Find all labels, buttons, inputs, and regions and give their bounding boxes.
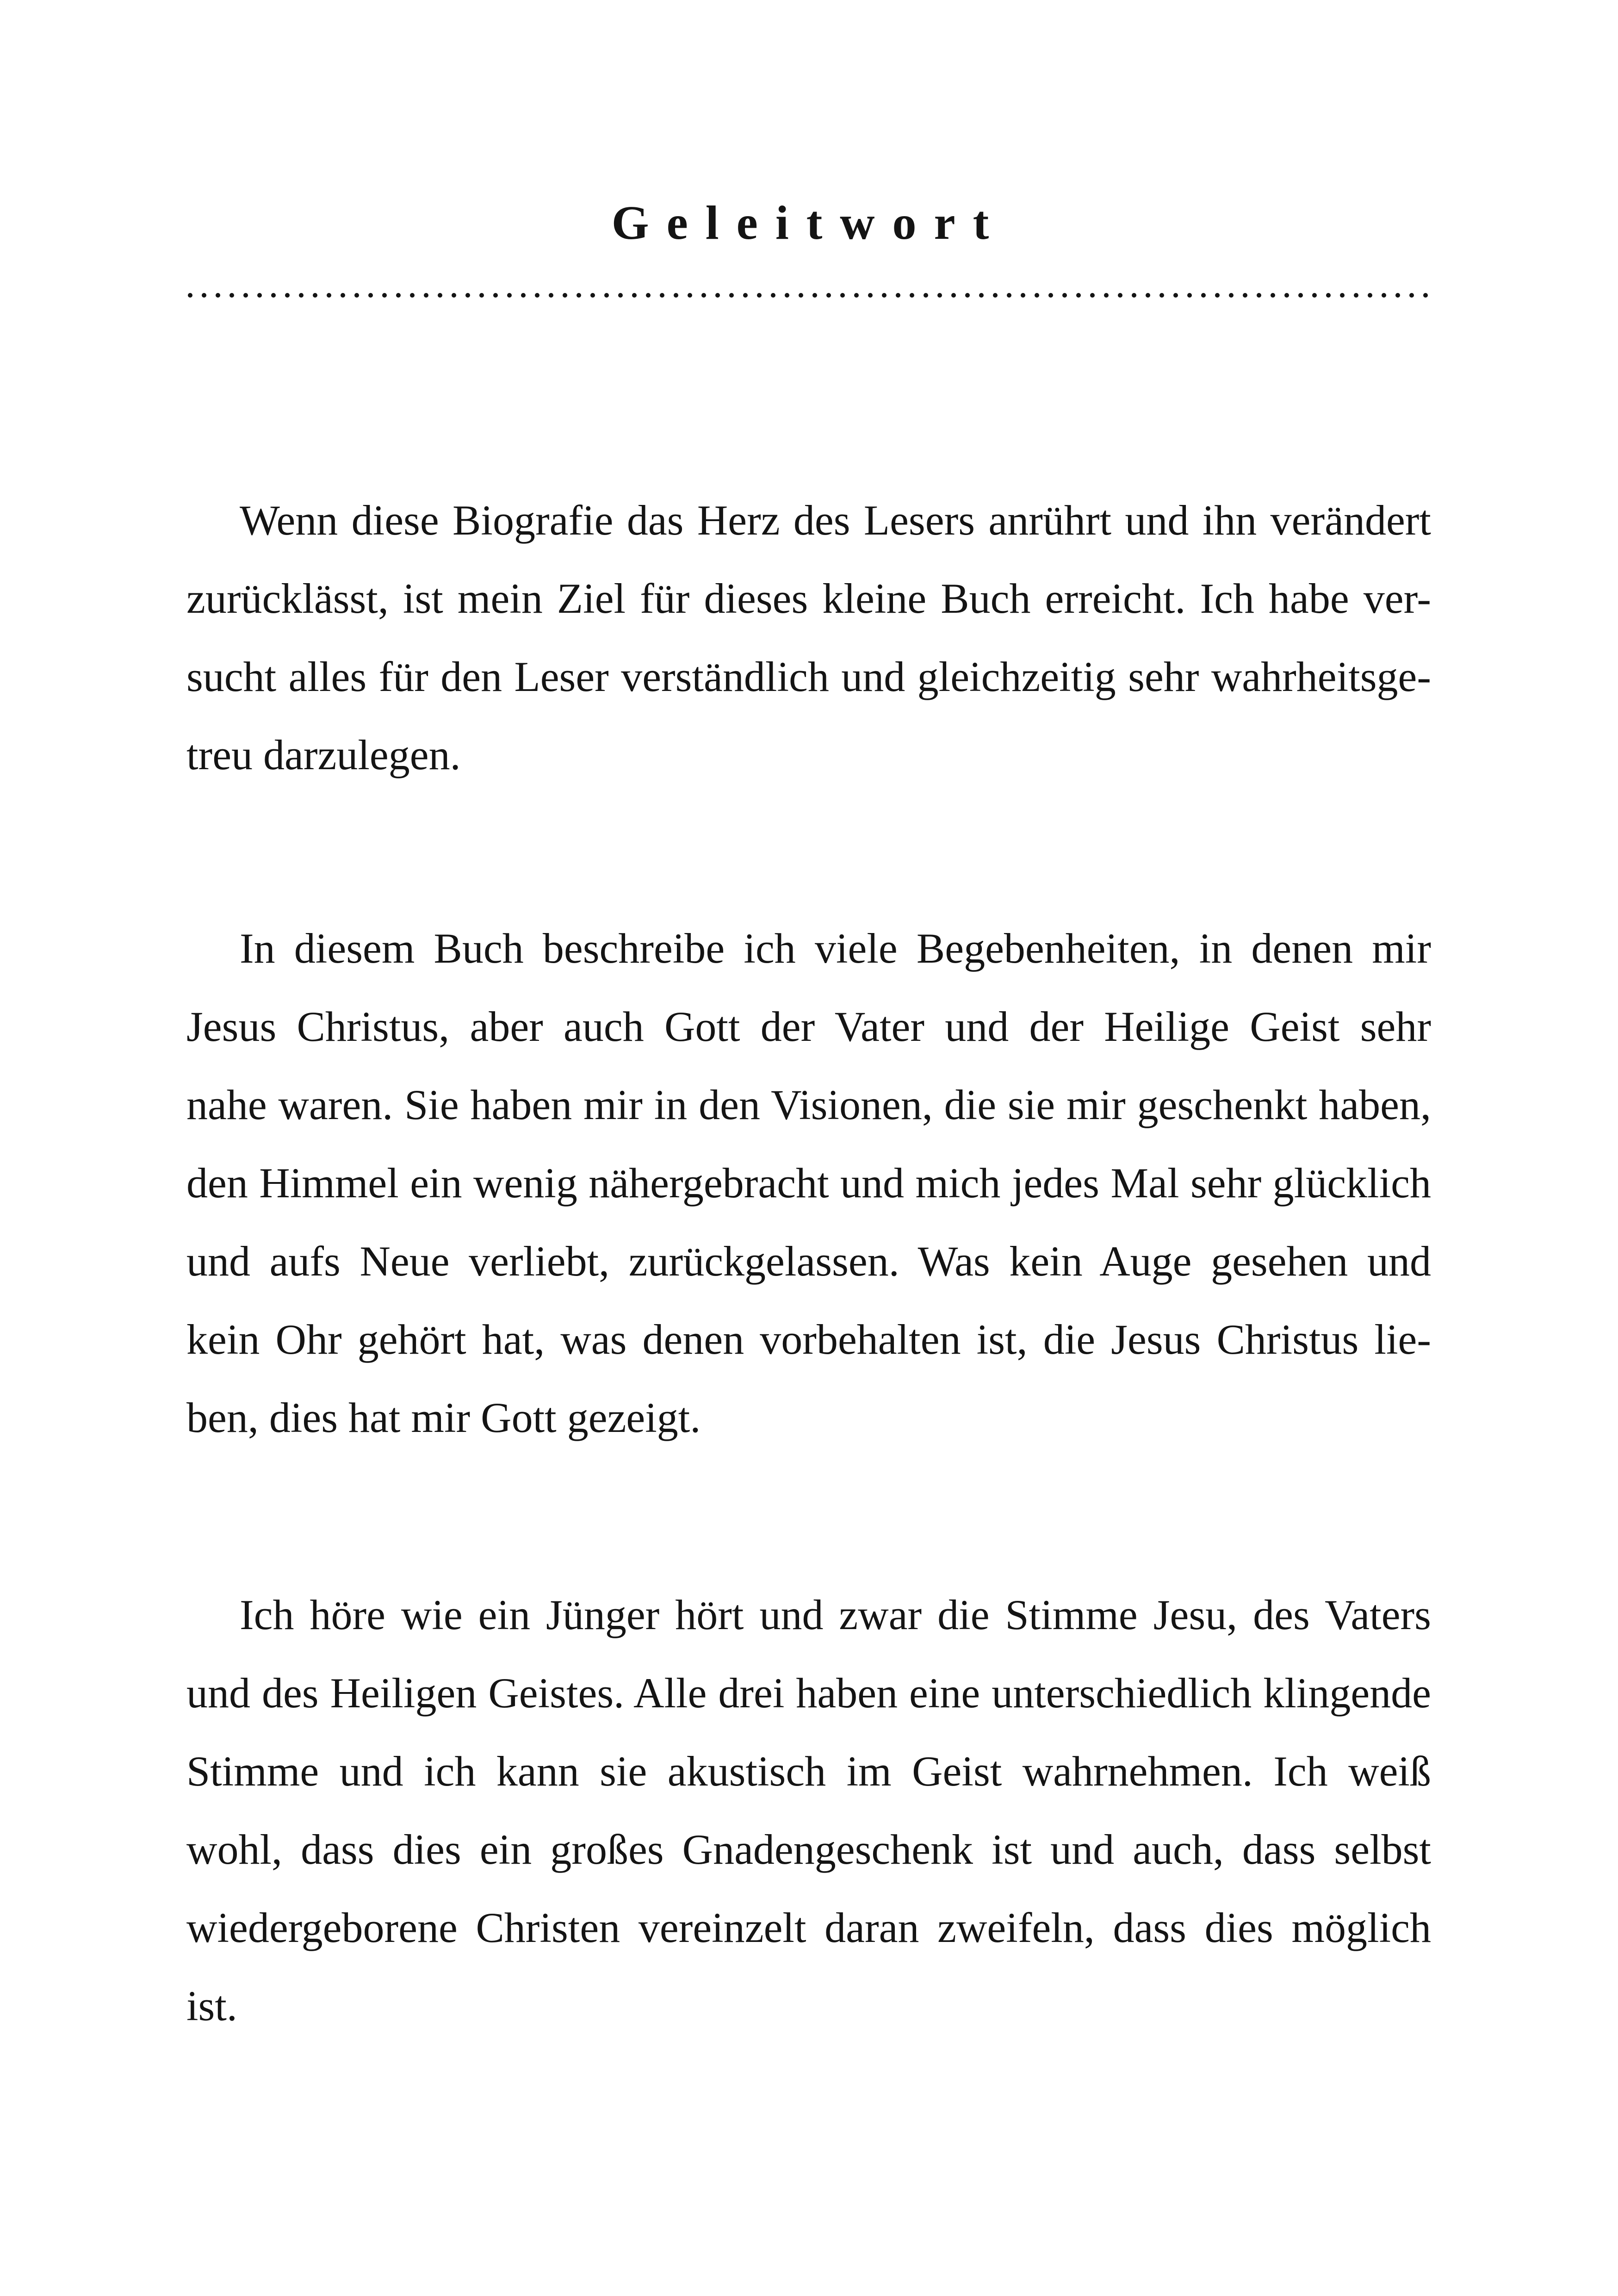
paragraph-line: und des Heiligen Geistes. Alle drei haben eine unterschiedlich klingende (186, 1669, 1431, 1717)
paragraph-line: Jesus Christus, aber auch Gott der Vater und der Heilige Geist sehr (186, 1003, 1431, 1050)
paragraph-line: wiedergeborene Christen vereinzelt daran zweifeln, dass dies möglich (186, 1904, 1431, 1951)
paragraph-line: wohl, dass dies ein großes Gnadengeschenk ist und auch, dass selbst (186, 1826, 1431, 1873)
paragraph-line: Stimme und ich kann sie akustisch im Geist wahrnehmen. Ich weiß (186, 1748, 1431, 1795)
paragraph-line: den Himmel ein wenig nähergebracht und mich jedes Mal sehr glücklich (186, 1159, 1431, 1207)
paragraph-line: ben, dies hat mir Gott gezeigt. (186, 1394, 701, 1441)
paragraph-line: Wenn diese Biografie das Herz des Lesers anrührt und ihn verändert (240, 497, 1431, 544)
page-title: Geleitwort (611, 196, 1007, 249)
paragraph-line: und aufs Neue verliebt, zurückgelassen. Was kein Auge gesehen und (186, 1238, 1431, 1285)
paragraph-line: nahe waren. Sie haben mir in den Visionen, die sie mir geschenkt haben, (186, 1081, 1431, 1128)
paragraph-line: In diesem Buch beschreibe ich viele Begebenheiten, in denen mir (240, 925, 1431, 972)
paragraph-2 (186, 909, 1431, 1457)
paragraph-line: kein Ohr gehört hat, was denen vorbehalten ist, die Jesus Christus lie- (186, 1316, 1431, 1363)
paragraph-line: ist. (186, 1982, 237, 2029)
paragraph-3 (186, 1576, 1431, 2045)
dotted-divider (186, 289, 1431, 299)
paragraph-line: Ich höre wie ein Jünger hört und zwar die Stimme Jesu, des Vaters (240, 1591, 1431, 1638)
paragraph-line: treu darzulegen. (186, 731, 461, 778)
paragraph-line: zurücklässt, ist mein Ziel für dieses kleine Buch erreicht. Ich habe ver- (186, 575, 1431, 622)
paragraph-1 (186, 481, 1431, 794)
paragraph-line: sucht alles für den Leser verständlich und gleichzeitig sehr wahrheitsge- (186, 653, 1431, 700)
